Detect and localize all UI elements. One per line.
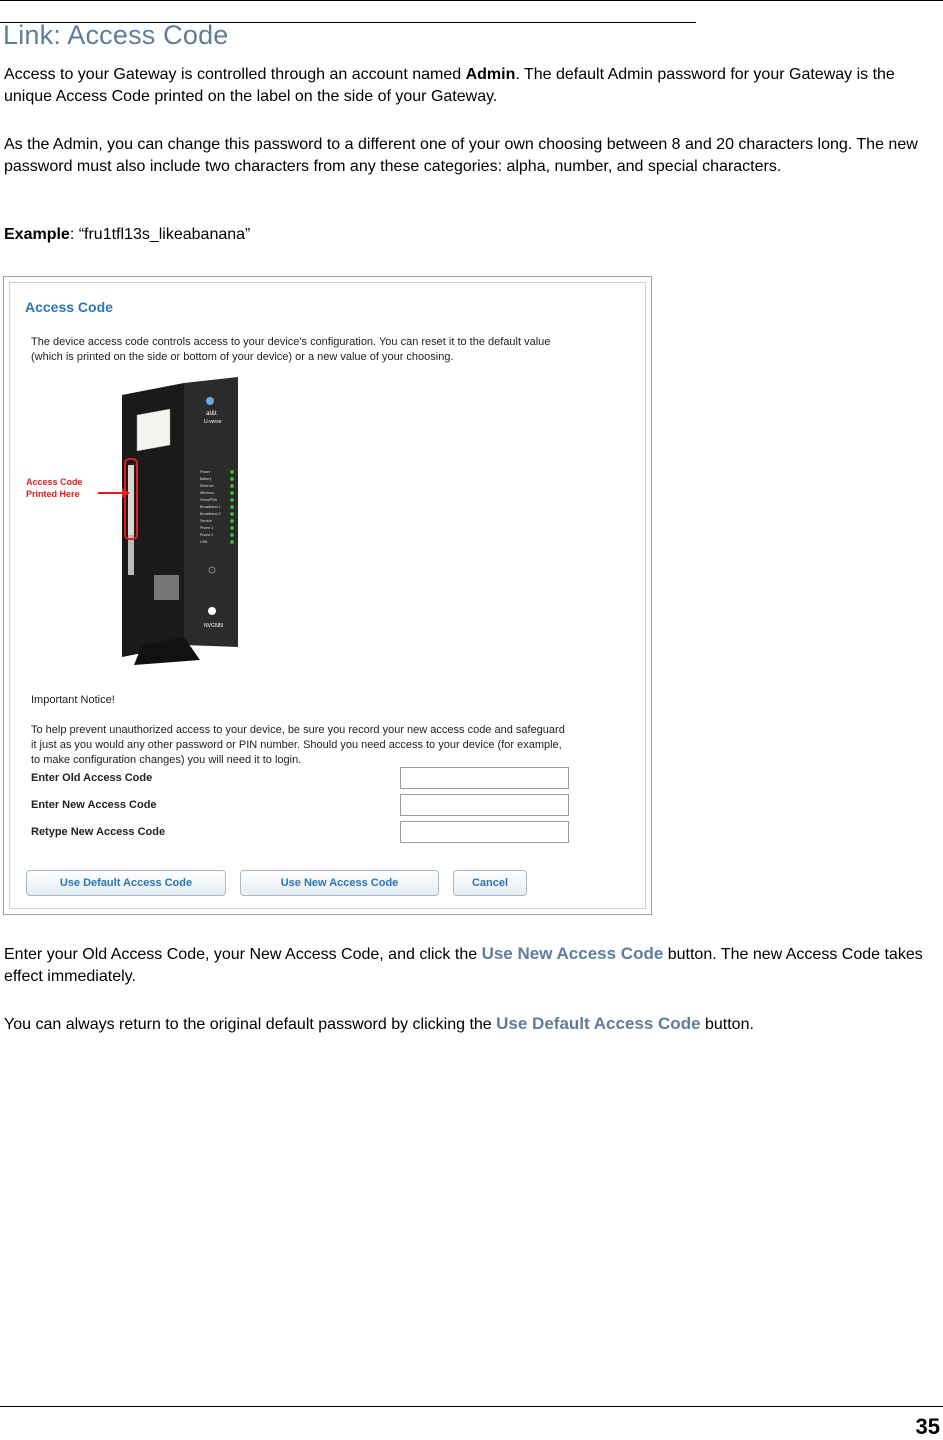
- example-label: Example: [4, 226, 70, 243]
- use-new-access-code-button[interactable]: Use New Access Code: [240, 870, 439, 896]
- footer-rule: [0, 1406, 943, 1407]
- page-number: 35: [915, 1414, 940, 1439]
- device-model: NVG589: [204, 623, 224, 629]
- led-label: USB: [200, 540, 208, 544]
- default-paragraph: [4, 1013, 939, 1036]
- callout-line-1: Access Code: [26, 477, 83, 487]
- instructions-text-2: button. The new Access Code takes effect immediately.: [4, 946, 923, 985]
- example-paragraph: [4, 224, 939, 246]
- brand-subname: U-verse: [204, 419, 222, 425]
- important-notice-title: Important Notice!: [31, 694, 115, 706]
- access-code-description: [31, 335, 631, 365]
- intro-text-2: . The default Admin password for your Gateway is the unique Access Code printed on the label on the side of your Gateway.: [4, 66, 895, 105]
- use-default-access-code-button[interactable]: Use Default Access Code: [26, 870, 226, 896]
- instructions-paragraph: [4, 943, 939, 988]
- led-indicator: [230, 519, 234, 523]
- brand-name: at&t: [206, 411, 217, 417]
- led-indicator: [230, 533, 234, 537]
- page-title: Link: Access Code: [3, 20, 229, 50]
- cancel-button[interactable]: Cancel: [453, 870, 527, 896]
- example-text: : “fru1tfl13s_likeabanana”: [69, 226, 251, 243]
- default-text-2: button.: [700, 1016, 754, 1033]
- device-side-plate: [154, 575, 179, 600]
- access-code-screenshot: [3, 276, 652, 915]
- device-side-barcode: [128, 535, 134, 575]
- led-indicator: [230, 491, 234, 495]
- access-code-heading: Access Code: [25, 299, 113, 315]
- led-label: Service: [200, 519, 212, 523]
- intro-text-1: Access to your Gateway is controlled through an account named: [4, 66, 466, 83]
- led-indicator: [230, 526, 234, 530]
- notice-line-2: it just as you would any other password or PIN number. Should you need access to your device (for example,: [31, 739, 562, 751]
- device-side-strip: [128, 465, 134, 535]
- led-indicator: [230, 540, 234, 544]
- led-indicator: [230, 470, 234, 474]
- intro-paragraph: [4, 64, 939, 108]
- use-new-access-code-reference: Use New Access Code: [481, 944, 664, 963]
- led-label: Broadband 1: [200, 505, 221, 509]
- callout-line-2: Printed Here: [26, 489, 80, 499]
- description-line-2: (which is printed on the side or bottom of your device) or a new value of your choosing.: [31, 351, 454, 363]
- led-label: Ethernet: [200, 484, 214, 488]
- gateway-device-image: [24, 375, 254, 665]
- led-indicator: [230, 505, 234, 509]
- led-label: Broadband 2: [200, 512, 221, 516]
- new-access-code-input[interactable]: [400, 794, 569, 816]
- att-logo-icon: [206, 397, 214, 405]
- important-notice-body: [31, 723, 631, 768]
- default-text-1: You can always return to the original default password by clicking the: [4, 1016, 497, 1033]
- led-indicator: [230, 477, 234, 481]
- led-label: Power: [200, 470, 211, 474]
- led-label: Phone 2: [200, 533, 214, 537]
- screenshot-panel: [9, 282, 646, 909]
- led-indicator: [230, 484, 234, 488]
- admin-term: Admin: [465, 66, 516, 83]
- device-label-sticker: [137, 409, 170, 451]
- led-indicator: [230, 512, 234, 516]
- old-access-code-label: Enter Old Access Code: [31, 772, 153, 784]
- led-label: Phone 1: [200, 526, 214, 530]
- notice-line-1: To help prevent unauthorized access to your device, be sure you record your new access code and safeguard: [31, 724, 565, 736]
- instructions-text-1: Enter your Old Access Code, your New Access Code, and click the: [4, 946, 482, 963]
- description-line-1: The device access code controls access to your device's configuration. You can reset it to the default value: [31, 336, 551, 348]
- led-indicator: [230, 498, 234, 502]
- top-rule: [0, 0, 943, 1]
- retype-access-code-label: Retype New Access Code: [31, 826, 166, 838]
- new-access-code-label: Enter New Access Code: [31, 799, 157, 811]
- notice-line-3: to make configuration changes) you will need it to login.: [31, 754, 302, 766]
- led-label: HomePNA: [200, 498, 217, 502]
- use-default-access-code-reference: Use Default Access Code: [496, 1014, 701, 1033]
- motorola-logo-icon: [208, 607, 216, 615]
- old-access-code-input[interactable]: [400, 767, 569, 789]
- password-rules-paragraph: As the Admin, you can change this password to a different one of your own choosing between 8 and 20 characters long. The new password must also include two characters from any these categories: alpha, number, and special characters.: [4, 136, 918, 175]
- led-label: Battery: [200, 477, 212, 481]
- led-label: Wireless: [200, 491, 214, 495]
- retype-access-code-input[interactable]: [400, 821, 569, 843]
